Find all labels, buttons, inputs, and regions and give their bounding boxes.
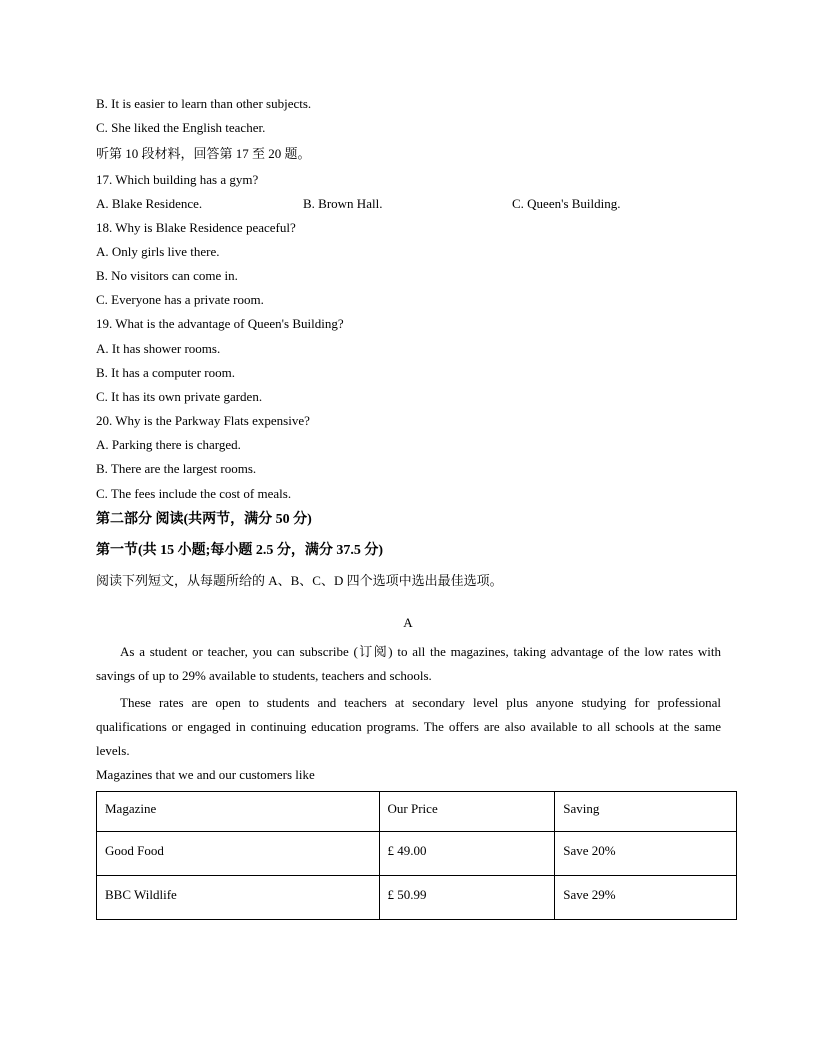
table-caption: Magazines that we and our customers like — [96, 767, 315, 782]
question-20-option-c: C. The fees include the cost of meals. — [96, 486, 292, 501]
cell-magazine: Good Food — [97, 832, 380, 876]
reading-instruction: 阅读下列短文，从每题所给的 A、B、C、D 四个选项中选出最佳选项。 — [96, 573, 503, 588]
prev-option-b: B. It is easier to learn than other subjects. — [96, 96, 312, 111]
cell-saving: Save 20% — [555, 832, 737, 876]
question-19-option-a: A. It has shower rooms. — [96, 341, 221, 356]
header-saving: Saving — [555, 792, 737, 832]
question-19-option-c: C. It has its own private garden. — [96, 389, 263, 404]
question-19-option-b: B. It has a computer room. — [96, 365, 235, 380]
table-header-row — [97, 792, 737, 832]
passage-label: A — [403, 615, 413, 630]
question-17-option-c: C. Queen's Building. — [512, 196, 621, 211]
question-19-stem: 19. What is the advantage of Queen's Building? — [96, 316, 344, 331]
question-17-option-b: B. Brown Hall. — [303, 196, 383, 211]
question-18-option-b: B. No visitors can come in. — [96, 268, 238, 283]
passage-paragraph-1: As a student or teacher, you can subscribe (订阅) to all the magazines, taking advantage of the low rates with savings of up to 29% available to students, teachers and schools. — [96, 644, 721, 683]
part-two-heading: 第二部分 阅读(共两节，满分 50 分) — [96, 512, 312, 527]
section-one-heading: 第一节(共 15 小题;每小题 2.5 分，满分 37.5 分) — [96, 543, 383, 558]
listening-section-intro: 听第 10 段材料，回答第 17 至 20 题。 — [96, 146, 311, 161]
table-row — [97, 876, 737, 920]
passage-paragraph-2: These rates are open to students and teachers at secondary level plus anyone studying for professional qualifications or engaged in continuing education programs. The offers are also available to all schools at the same levels. — [96, 695, 721, 758]
question-18-stem: 18. Why is Blake Residence peaceful? — [96, 220, 296, 235]
prev-option-c: C. She liked the English teacher. — [96, 120, 266, 135]
question-17-option-a: A. Blake Residence. — [96, 196, 203, 211]
question-18-option-c: C. Everyone has a private room. — [96, 292, 264, 307]
question-17-stem: 17. Which building has a gym? — [96, 172, 259, 187]
question-20-stem: 20. Why is the Parkway Flats expensive? — [96, 413, 310, 428]
cell-price: £ 50.99 — [379, 876, 555, 920]
cell-saving: Save 29% — [555, 876, 737, 920]
header-our-price: Our Price — [379, 792, 555, 832]
question-20-option-b: B. There are the largest rooms. — [96, 461, 257, 476]
question-18-option-a: A. Only girls live there. — [96, 244, 220, 259]
table-row — [97, 832, 737, 876]
question-17-options — [96, 196, 736, 212]
header-magazine: Magazine — [97, 792, 380, 832]
cell-price: £ 49.00 — [379, 832, 555, 876]
magazine-table — [96, 791, 737, 920]
cell-magazine: BBC Wildlife — [97, 876, 380, 920]
question-20-option-a: A. Parking there is charged. — [96, 437, 241, 452]
